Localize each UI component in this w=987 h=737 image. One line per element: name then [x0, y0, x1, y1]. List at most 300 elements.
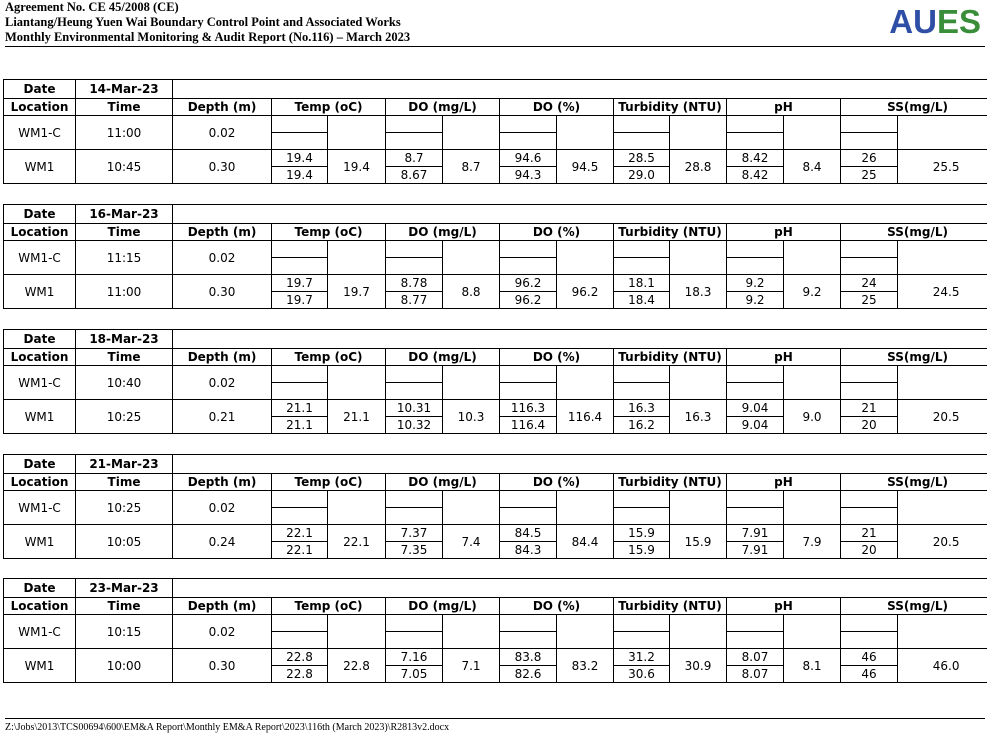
blank-average-cell [670, 116, 727, 150]
header-do-mgl: DO (mg/L) [386, 99, 500, 116]
average-cell: 7.4 [443, 525, 500, 559]
session-table [3, 204, 987, 309]
header-ss: SS(mg/L) [841, 598, 987, 615]
blank-reading-cell [727, 632, 784, 649]
location-cell: WM1 [4, 275, 76, 309]
date-label: Date [4, 579, 76, 598]
date-row-filler [173, 579, 987, 598]
session-date: 21-Mar-23 [76, 455, 173, 474]
session-date: 16-Mar-23 [76, 205, 173, 224]
reading-2-cell: 96.2 [500, 292, 557, 309]
reading-1-cell: 26 [841, 150, 898, 167]
location-cell: WM1-C [4, 116, 76, 150]
reading-1-cell: 83.8 [500, 649, 557, 666]
average-cell: 8.8 [443, 275, 500, 309]
reading-2-cell: 84.3 [500, 542, 557, 559]
date-row-filler [173, 80, 987, 99]
blank-reading-cell [500, 491, 557, 508]
time-cell: 10:00 [76, 649, 173, 683]
location-cell: WM1 [4, 400, 76, 434]
reading-1-cell: 19.7 [272, 275, 328, 292]
blank-average-cell [557, 241, 614, 275]
reading-2-cell: 19.7 [272, 292, 328, 309]
header-temp: Temp (oC) [272, 349, 386, 366]
reading-2-cell: 30.6 [614, 666, 670, 683]
header-time: Time [76, 474, 173, 491]
reading-2-cell: 15.9 [614, 542, 670, 559]
table-row [4, 275, 987, 292]
blank-reading-cell [841, 366, 898, 383]
time-cell: 10:05 [76, 525, 173, 559]
aues-logo [889, 3, 981, 41]
average-cell: 18.3 [670, 275, 727, 309]
blank-reading-cell [614, 366, 670, 383]
depth-cell: 0.30 [173, 275, 272, 309]
reading-2-cell: 9.2 [727, 292, 784, 309]
date-row-filler [173, 330, 987, 349]
logo-text-blue: AU [889, 3, 937, 40]
blank-reading-cell [386, 615, 443, 632]
reading-2-cell: 8.77 [386, 292, 443, 309]
blank-average-cell [443, 116, 500, 150]
blank-average-cell [784, 241, 841, 275]
date-row [4, 579, 987, 598]
date-row [4, 330, 987, 349]
column-header-row [4, 598, 987, 615]
location-cell: WM1-C [4, 241, 76, 275]
depth-cell: 0.02 [173, 366, 272, 400]
reading-1-cell: 21.1 [272, 400, 328, 417]
blank-average-cell [557, 615, 614, 649]
location-cell: WM1-C [4, 366, 76, 400]
reading-1-cell: 18.1 [614, 275, 670, 292]
reading-1-cell: 21 [841, 400, 898, 417]
reading-1-cell: 10.31 [386, 400, 443, 417]
reading-1-cell: 116.3 [500, 400, 557, 417]
header-rule [5, 46, 985, 47]
header-depth: Depth (m) [173, 598, 272, 615]
reading-2-cell: 8.42 [727, 167, 784, 184]
header-depth: Depth (m) [173, 349, 272, 366]
reading-1-cell: 8.7 [386, 150, 443, 167]
header-do-pct: DO (%) [500, 474, 614, 491]
blank-reading-cell [614, 133, 670, 150]
reading-1-cell: 84.5 [500, 525, 557, 542]
depth-cell: 0.02 [173, 241, 272, 275]
blank-reading-cell [386, 366, 443, 383]
reading-2-cell: 20 [841, 542, 898, 559]
header-location: Location [4, 349, 76, 366]
header-temp: Temp (oC) [272, 99, 386, 116]
blank-reading-cell [272, 366, 328, 383]
blank-average-cell [670, 615, 727, 649]
average-cell: 19.4 [328, 150, 386, 184]
reading-1-cell: 8.78 [386, 275, 443, 292]
header-temp: Temp (oC) [272, 224, 386, 241]
blank-average-cell [784, 366, 841, 400]
reading-2-cell: 7.05 [386, 666, 443, 683]
average-cell: 7.9 [784, 525, 841, 559]
blank-reading-cell [841, 615, 898, 632]
blank-reading-cell [272, 491, 328, 508]
blank-average-cell [670, 491, 727, 525]
column-header-row [4, 474, 987, 491]
blank-reading-cell [272, 508, 328, 525]
reading-1-cell: 28.5 [614, 150, 670, 167]
header-temp: Temp (oC) [272, 474, 386, 491]
location-cell: WM1-C [4, 615, 76, 649]
blank-average-cell [670, 241, 727, 275]
blank-average-cell [557, 491, 614, 525]
header-time: Time [76, 224, 173, 241]
table-row [4, 400, 987, 417]
blank-reading-cell [727, 491, 784, 508]
reading-1-cell: 21 [841, 525, 898, 542]
header-location: Location [4, 224, 76, 241]
header-turbidity: Turbidity (NTU) [614, 474, 727, 491]
reading-2-cell: 16.2 [614, 417, 670, 434]
blank-reading-cell [500, 241, 557, 258]
header-turbidity: Turbidity (NTU) [614, 99, 727, 116]
blank-reading-cell [727, 366, 784, 383]
time-cell: 10:15 [76, 615, 173, 649]
session-table [3, 578, 987, 683]
depth-cell: 0.30 [173, 649, 272, 683]
header-ss: SS(mg/L) [841, 474, 987, 491]
blank-average-cell [898, 615, 987, 649]
average-cell: 24.5 [898, 275, 987, 309]
blank-reading-cell [500, 258, 557, 275]
blank-reading-cell [614, 241, 670, 258]
agreement-number: Agreement No. CE 45/2008 (CE) [5, 0, 179, 14]
blank-reading-cell [841, 116, 898, 133]
blank-average-cell [557, 366, 614, 400]
blank-reading-cell [614, 116, 670, 133]
average-cell: 20.5 [898, 525, 987, 559]
reading-2-cell: 19.4 [272, 167, 328, 184]
depth-cell: 0.30 [173, 150, 272, 184]
header-turbidity: Turbidity (NTU) [614, 598, 727, 615]
session-date: 18-Mar-23 [76, 330, 173, 349]
table-row [4, 649, 987, 666]
reading-1-cell: 19.4 [272, 150, 328, 167]
blank-reading-cell [614, 615, 670, 632]
reading-1-cell: 16.3 [614, 400, 670, 417]
blank-reading-cell [272, 615, 328, 632]
blank-reading-cell [727, 508, 784, 525]
blank-reading-cell [500, 366, 557, 383]
location-cell: WM1 [4, 525, 76, 559]
average-cell: 8.1 [784, 649, 841, 683]
average-cell: 10.3 [443, 400, 500, 434]
depth-cell: 0.02 [173, 491, 272, 525]
reading-1-cell: 94.6 [500, 150, 557, 167]
header-location: Location [4, 99, 76, 116]
project-title: Liantang/Heung Yuen Wai Boundary Control Point and Associated Works [5, 15, 401, 29]
header-do-mgl: DO (mg/L) [386, 474, 500, 491]
date-row-filler [173, 205, 987, 224]
table-row [4, 241, 987, 258]
blank-reading-cell [841, 241, 898, 258]
location-cell: WM1 [4, 649, 76, 683]
header-turbidity: Turbidity (NTU) [614, 349, 727, 366]
blank-reading-cell [841, 258, 898, 275]
table-row [4, 615, 987, 632]
blank-reading-cell [614, 632, 670, 649]
reading-1-cell: 31.2 [614, 649, 670, 666]
date-label: Date [4, 205, 76, 224]
blank-reading-cell [272, 258, 328, 275]
average-cell: 8.4 [784, 150, 841, 184]
reading-2-cell: 8.07 [727, 666, 784, 683]
reading-1-cell: 7.91 [727, 525, 784, 542]
header-ph: pH [727, 598, 841, 615]
blank-reading-cell [614, 258, 670, 275]
blank-average-cell [784, 116, 841, 150]
blank-average-cell [443, 241, 500, 275]
blank-reading-cell [386, 508, 443, 525]
blank-average-cell [443, 615, 500, 649]
blank-average-cell [443, 366, 500, 400]
average-cell: 94.5 [557, 150, 614, 184]
table-row [4, 116, 987, 133]
session-table [3, 454, 987, 559]
reading-1-cell: 22.8 [272, 649, 328, 666]
location-cell: WM1 [4, 150, 76, 184]
average-cell: 7.1 [443, 649, 500, 683]
reading-2-cell: 21.1 [272, 417, 328, 434]
blank-reading-cell [386, 632, 443, 649]
reading-2-cell: 7.35 [386, 542, 443, 559]
header-ph: pH [727, 349, 841, 366]
average-cell: 9.0 [784, 400, 841, 434]
header-do-pct: DO (%) [500, 349, 614, 366]
footer-rule [5, 718, 985, 719]
column-header-row [4, 349, 987, 366]
depth-cell: 0.21 [173, 400, 272, 434]
average-cell: 19.7 [328, 275, 386, 309]
header-do-pct: DO (%) [500, 99, 614, 116]
time-cell: 10:40 [76, 366, 173, 400]
column-header-row [4, 99, 987, 116]
blank-average-cell [784, 491, 841, 525]
header-ss: SS(mg/L) [841, 349, 987, 366]
header-do-pct: DO (%) [500, 224, 614, 241]
average-cell: 116.4 [557, 400, 614, 434]
blank-average-cell [328, 615, 386, 649]
blank-average-cell [898, 366, 987, 400]
blank-reading-cell [500, 632, 557, 649]
blank-average-cell [328, 116, 386, 150]
file-path-footer: Z:\Jobs\2013\TCS00694\600\EM&A Report\Monthly EM&A Report\2023\116th (March 2023)\R2813v2.docx [5, 722, 450, 733]
location-cell: WM1-C [4, 491, 76, 525]
blank-reading-cell [386, 116, 443, 133]
header-location: Location [4, 474, 76, 491]
blank-reading-cell [614, 491, 670, 508]
blank-reading-cell [272, 241, 328, 258]
blank-reading-cell [500, 116, 557, 133]
date-label: Date [4, 455, 76, 474]
blank-reading-cell [841, 632, 898, 649]
blank-reading-cell [500, 133, 557, 150]
reading-2-cell: 8.67 [386, 167, 443, 184]
reading-1-cell: 46 [841, 649, 898, 666]
blank-reading-cell [386, 258, 443, 275]
blank-reading-cell [614, 383, 670, 400]
reading-2-cell: 18.4 [614, 292, 670, 309]
average-cell: 21.1 [328, 400, 386, 434]
date-row [4, 205, 987, 224]
time-cell: 10:45 [76, 150, 173, 184]
header-time: Time [76, 99, 173, 116]
blank-reading-cell [727, 241, 784, 258]
blank-reading-cell [727, 383, 784, 400]
blank-reading-cell [386, 383, 443, 400]
blank-average-cell [557, 116, 614, 150]
reading-2-cell: 10.32 [386, 417, 443, 434]
blank-reading-cell [614, 508, 670, 525]
header-turbidity: Turbidity (NTU) [614, 224, 727, 241]
reading-2-cell: 29.0 [614, 167, 670, 184]
header-depth: Depth (m) [173, 474, 272, 491]
reading-2-cell: 22.8 [272, 666, 328, 683]
average-cell: 30.9 [670, 649, 727, 683]
blank-average-cell [898, 491, 987, 525]
depth-cell: 0.02 [173, 116, 272, 150]
report-title: Monthly Environmental Monitoring & Audit Report (No.116) – March 2023 [5, 30, 411, 44]
session-date: 14-Mar-23 [76, 80, 173, 99]
blank-reading-cell [272, 116, 328, 133]
header-do-mgl: DO (mg/L) [386, 224, 500, 241]
table-row [4, 491, 987, 508]
reading-2-cell: 116.4 [500, 417, 557, 434]
session-table [3, 329, 987, 434]
time-cell: 10:25 [76, 400, 173, 434]
date-label: Date [4, 330, 76, 349]
table-row [4, 525, 987, 542]
header-location: Location [4, 598, 76, 615]
reading-2-cell: 94.3 [500, 167, 557, 184]
reading-2-cell: 82.6 [500, 666, 557, 683]
blank-reading-cell [841, 383, 898, 400]
average-cell: 8.7 [443, 150, 500, 184]
reading-1-cell: 9.04 [727, 400, 784, 417]
reading-1-cell: 7.16 [386, 649, 443, 666]
blank-reading-cell [841, 508, 898, 525]
depth-cell: 0.02 [173, 615, 272, 649]
table-row [4, 366, 987, 383]
reading-1-cell: 8.07 [727, 649, 784, 666]
reading-1-cell: 15.9 [614, 525, 670, 542]
date-row [4, 455, 987, 474]
date-row [4, 80, 987, 99]
header-ph: pH [727, 474, 841, 491]
blank-reading-cell [272, 383, 328, 400]
header-time: Time [76, 349, 173, 366]
average-cell: 84.4 [557, 525, 614, 559]
header-ph: pH [727, 99, 841, 116]
average-cell: 22.1 [328, 525, 386, 559]
average-cell: 46.0 [898, 649, 987, 683]
report-header [5, 0, 985, 48]
header-ph: pH [727, 224, 841, 241]
blank-average-cell [670, 366, 727, 400]
blank-reading-cell [386, 241, 443, 258]
date-row-filler [173, 455, 987, 474]
header-depth: Depth (m) [173, 99, 272, 116]
time-cell: 11:00 [76, 275, 173, 309]
reading-1-cell: 24 [841, 275, 898, 292]
header-ss: SS(mg/L) [841, 224, 987, 241]
blank-reading-cell [500, 508, 557, 525]
session-date: 23-Mar-23 [76, 579, 173, 598]
blank-reading-cell [386, 491, 443, 508]
blank-average-cell [898, 241, 987, 275]
session-table [3, 79, 987, 184]
blank-average-cell [784, 615, 841, 649]
blank-reading-cell [727, 116, 784, 133]
reading-2-cell: 7.91 [727, 542, 784, 559]
reading-2-cell: 25 [841, 167, 898, 184]
logo-text-green: ES [936, 3, 981, 40]
blank-reading-cell [727, 258, 784, 275]
reading-1-cell: 22.1 [272, 525, 328, 542]
average-cell: 28.8 [670, 150, 727, 184]
average-cell: 9.2 [784, 275, 841, 309]
blank-reading-cell [727, 615, 784, 632]
reading-2-cell: 20 [841, 417, 898, 434]
blank-average-cell [328, 491, 386, 525]
time-cell: 11:15 [76, 241, 173, 275]
depth-cell: 0.24 [173, 525, 272, 559]
header-do-mgl: DO (mg/L) [386, 349, 500, 366]
reading-1-cell: 9.2 [727, 275, 784, 292]
header-time: Time [76, 598, 173, 615]
blank-average-cell [328, 366, 386, 400]
blank-reading-cell [272, 133, 328, 150]
reading-1-cell: 7.37 [386, 525, 443, 542]
average-cell: 16.3 [670, 400, 727, 434]
table-row [4, 150, 987, 167]
average-cell: 15.9 [670, 525, 727, 559]
blank-reading-cell [500, 615, 557, 632]
date-label: Date [4, 80, 76, 99]
blank-average-cell [328, 241, 386, 275]
header-do-mgl: DO (mg/L) [386, 598, 500, 615]
blank-reading-cell [500, 383, 557, 400]
header-ss: SS(mg/L) [841, 99, 987, 116]
reading-2-cell: 9.04 [727, 417, 784, 434]
time-cell: 11:00 [76, 116, 173, 150]
blank-reading-cell [727, 133, 784, 150]
average-cell: 83.2 [557, 649, 614, 683]
average-cell: 25.5 [898, 150, 987, 184]
header-depth: Depth (m) [173, 224, 272, 241]
blank-average-cell [443, 491, 500, 525]
header-temp: Temp (oC) [272, 598, 386, 615]
blank-reading-cell [386, 133, 443, 150]
time-cell: 10:25 [76, 491, 173, 525]
blank-reading-cell [841, 133, 898, 150]
reading-2-cell: 46 [841, 666, 898, 683]
average-cell: 22.8 [328, 649, 386, 683]
average-cell: 20.5 [898, 400, 987, 434]
reading-2-cell: 22.1 [272, 542, 328, 559]
average-cell: 96.2 [557, 275, 614, 309]
blank-reading-cell [272, 632, 328, 649]
column-header-row [4, 224, 987, 241]
blank-average-cell [898, 116, 987, 150]
